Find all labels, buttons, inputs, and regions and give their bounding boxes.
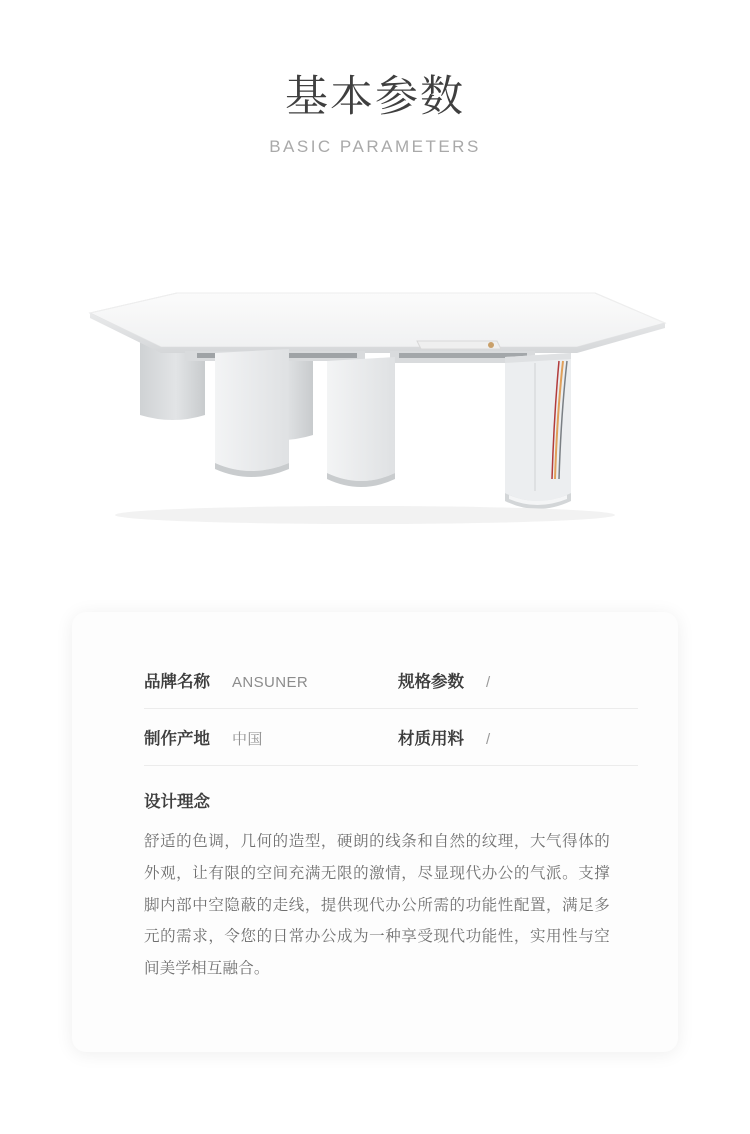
param-value: ANSUNER [232,674,309,691]
param-value: / [486,674,491,691]
param-spec [398,668,491,692]
design-concept-text: 舒适的色调，几何的造型，硬朗的线条和自然的纹理，大气得体的外观，让有限的空间充满无限的激情，尽显现代办公的气派。支撑脚内部中空隐蔽的走线，提供现代办公所需的功能性配置，满足多元的需求，令您的日常办公成为一种享受现代功能性，实用性与空间美学相互融合。 [144,833,610,978]
param-label: 规格参数 [398,673,464,691]
table-row [144,652,638,709]
param-material [398,725,491,749]
page-title: 基本参数 [285,73,465,121]
design-concept-section [144,766,638,985]
page-header [0,0,750,157]
param-origin [144,725,398,749]
param-label: 制作产地 [144,730,210,748]
product-image-stage [0,265,750,555]
param-value: / [486,731,491,748]
design-concept-title: 设计理念 [144,793,210,811]
param-brand [144,668,398,692]
param-label: 材质用料 [398,730,464,748]
page-subtitle: BASIC PARAMETERS [269,137,481,157]
conference-table-illustration [65,265,685,555]
table-row [144,709,638,766]
parameters-card [72,612,678,1052]
param-label: 品牌名称 [144,673,210,691]
param-value: 中国 [232,731,263,748]
